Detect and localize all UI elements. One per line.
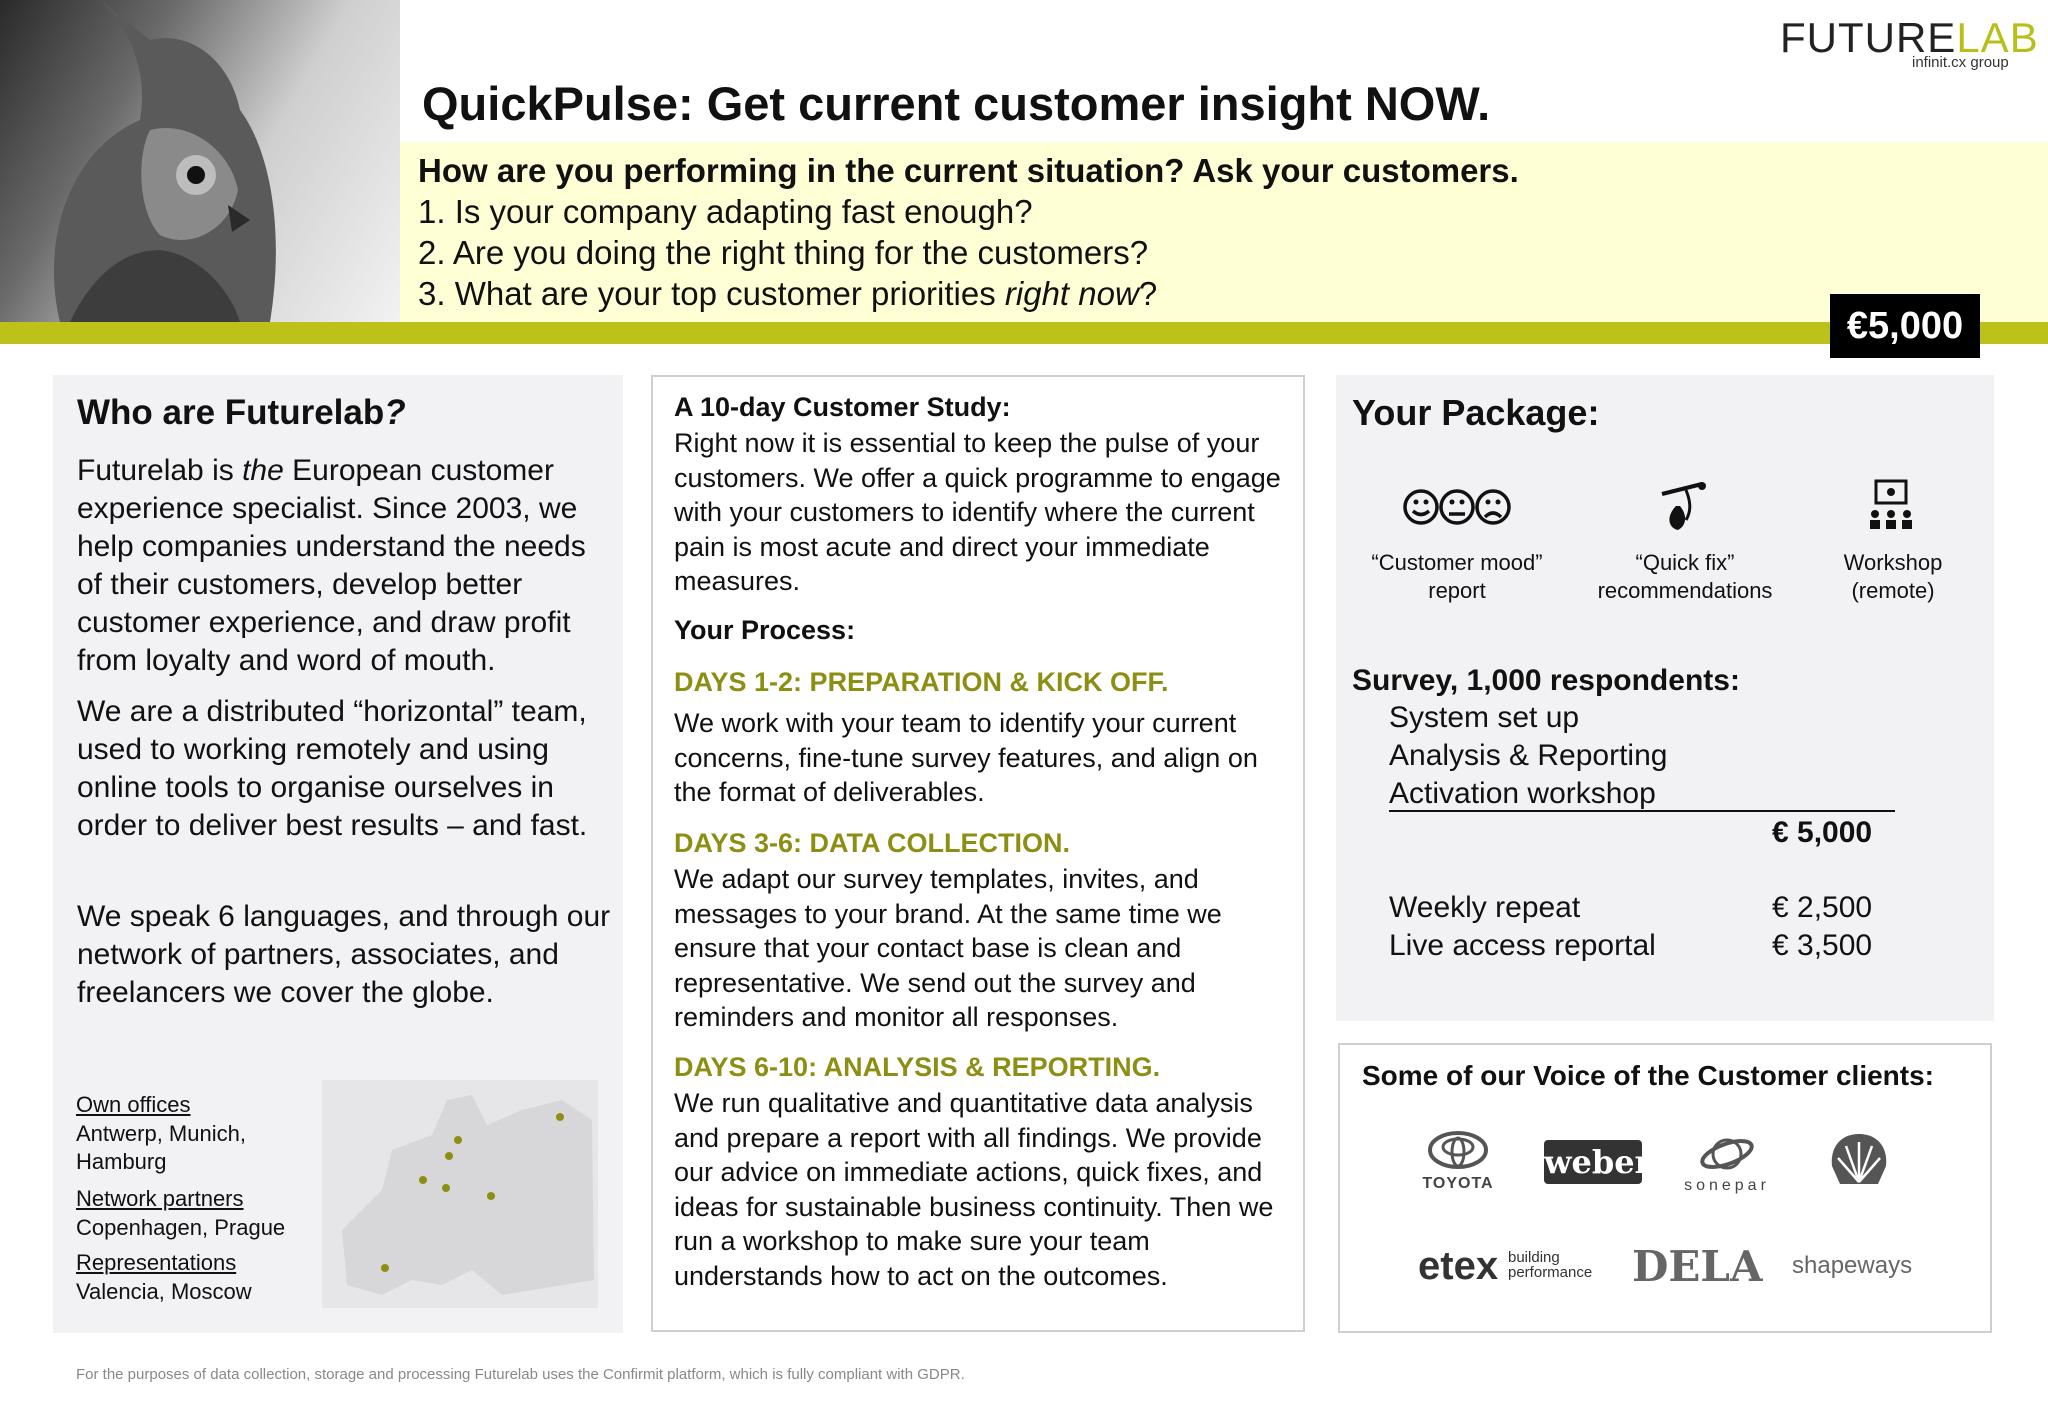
days-3-6-text: We adapt our survey templates, invites, and messages to your brand. At the same time we ensure that your contact base is clean and representative. We send out the survey and reminders and monitor all responses. bbox=[674, 864, 1222, 1032]
toyota-logo: TOYOTA bbox=[1422, 1130, 1494, 1193]
service-analysis: Analysis & Reporting bbox=[1389, 739, 1668, 772]
survey-title: Survey, 1,000 respondents: bbox=[1352, 664, 1740, 697]
own-offices-label: Own offices bbox=[76, 1092, 191, 1117]
page-title: QuickPulse: Get current customer insight NOW. bbox=[422, 77, 1491, 130]
extra-weekly-repeat: Weekly repeat bbox=[1389, 891, 1581, 924]
package-item-workshop: Workshop (remote) bbox=[1843, 550, 1943, 603]
smiley-faces-icon bbox=[1402, 482, 1512, 537]
lead-question: How are you performing in the current situation? Ask your customers. bbox=[418, 152, 1519, 189]
accent-bar bbox=[0, 322, 2048, 344]
representations-value: Valencia, Moscow bbox=[76, 1279, 252, 1304]
question-1: 1. Is your company adapting fast enough? bbox=[418, 193, 1033, 230]
network-partners-label: Network partners bbox=[76, 1186, 244, 1211]
days-1-2-title: DAYS 1-2: PREPARATION & KICK OFF. bbox=[674, 667, 1169, 697]
quick-fix-icon bbox=[1656, 476, 1712, 541]
map-dot bbox=[445, 1152, 453, 1160]
package-title: Your Package: bbox=[1352, 392, 1600, 433]
package-item-mood-report: “Customer mood” report bbox=[1371, 550, 1543, 603]
europe-map bbox=[322, 1080, 598, 1308]
study-text: Right now it is essential to keep the pulse of your customers. We offer a quick programme to engage with your customers to identify where the current pain is most acute and direct your immediate measures. bbox=[674, 428, 1281, 596]
futurelab-logo: FUTURELAB bbox=[1780, 14, 2039, 61]
map-dot bbox=[381, 1264, 389, 1272]
service-setup: System set up bbox=[1389, 701, 1580, 734]
clients-title: Some of our Voice of the Customer clients: bbox=[1362, 1060, 1935, 1091]
map-dot bbox=[419, 1176, 427, 1184]
days-6-10-title: DAYS 6-10: ANALYSIS & REPORTING. bbox=[674, 1052, 1161, 1082]
package-total: € 5,000 bbox=[1772, 816, 1873, 849]
sonepar-logo: sonepar bbox=[1672, 1136, 1782, 1195]
dela-logo: DELA bbox=[1632, 1242, 1763, 1291]
about-paragraph-3: We speak 6 languages, and through our network of partners, associates, and freelancers we cover the globe. bbox=[77, 900, 611, 1009]
own-offices-value: Antwerp, Munich, Hamburg bbox=[76, 1121, 246, 1174]
map-dot bbox=[487, 1192, 495, 1200]
logo-subtitle: infinit.cx group bbox=[1912, 54, 2009, 71]
days-3-6-title: DAYS 3-6: DATA COLLECTION. bbox=[674, 828, 1071, 858]
gdpr-footer: For the purposes of data collection, storage and processing Futurelab uses the Confirmit platform, which is fully compliant with GDPR. bbox=[76, 1366, 965, 1383]
map-illustration bbox=[322, 1080, 598, 1308]
weber-logo: weber bbox=[1544, 1140, 1642, 1184]
about-paragraph-1: Futurelab is the European customer experience specialist. Since 2003, we help companies understand the needs of their customers, develop better customer experience, and draw profit from loyalty and word of mouth. bbox=[77, 454, 586, 677]
question-3: 3. What are your top customer priorities right now? bbox=[418, 275, 1158, 312]
extra-live-access: Live access reportal bbox=[1389, 929, 1656, 962]
about-title: Who are Futurelab? bbox=[77, 393, 406, 432]
package-item-quick-fix: “Quick fix” recommendations bbox=[1597, 550, 1773, 603]
questions-block bbox=[418, 150, 1519, 314]
about-paragraph-2: We are a distributed “horizontal” team, used to working remotely and using online tools to organise ourselves in order to deliver best results – and fast. bbox=[77, 695, 588, 842]
shapeways-logo: shapeways bbox=[1792, 1252, 1913, 1279]
map-dot bbox=[442, 1184, 450, 1192]
extra-weekly-repeat-price: € 2,500 bbox=[1772, 891, 1873, 924]
question-2: 2. Are you doing the right thing for the customers? bbox=[418, 234, 1149, 271]
owl-illustration bbox=[0, 0, 400, 322]
price-badge: €5,000 bbox=[1830, 294, 1980, 358]
shell-logo bbox=[1826, 1130, 1892, 1201]
etex-tagline: building performance bbox=[1508, 1249, 1593, 1281]
days-6-10-text: We run qualitative and quantitative data analysis and prepare a report with all findings. We provide our advice on immediate actions, quick fixes, and ideas for sustainable business continuity. Then we run a workshop to make sure your team understands how to act on the outcomes. bbox=[674, 1088, 1274, 1291]
study-title: A 10-day Customer Study: bbox=[674, 392, 1011, 422]
days-1-2-text: We work with your team to identify your current concerns, fine-tune survey features, and align on the format of deliverables. bbox=[674, 708, 1258, 807]
workshop-icon bbox=[1866, 478, 1916, 541]
etex-logo: etex bbox=[1418, 1244, 1499, 1288]
network-partners-value: Copenhagen, Prague bbox=[76, 1215, 286, 1240]
process-title: Your Process: bbox=[674, 615, 856, 645]
owl-photo bbox=[0, 0, 400, 322]
total-underline bbox=[1389, 810, 1895, 812]
extra-live-access-price: € 3,500 bbox=[1772, 929, 1873, 962]
representations-label: Representations bbox=[76, 1250, 237, 1275]
map-dot bbox=[454, 1136, 462, 1144]
map-dot bbox=[556, 1113, 564, 1121]
service-workshop: Activation workshop bbox=[1389, 777, 1656, 810]
